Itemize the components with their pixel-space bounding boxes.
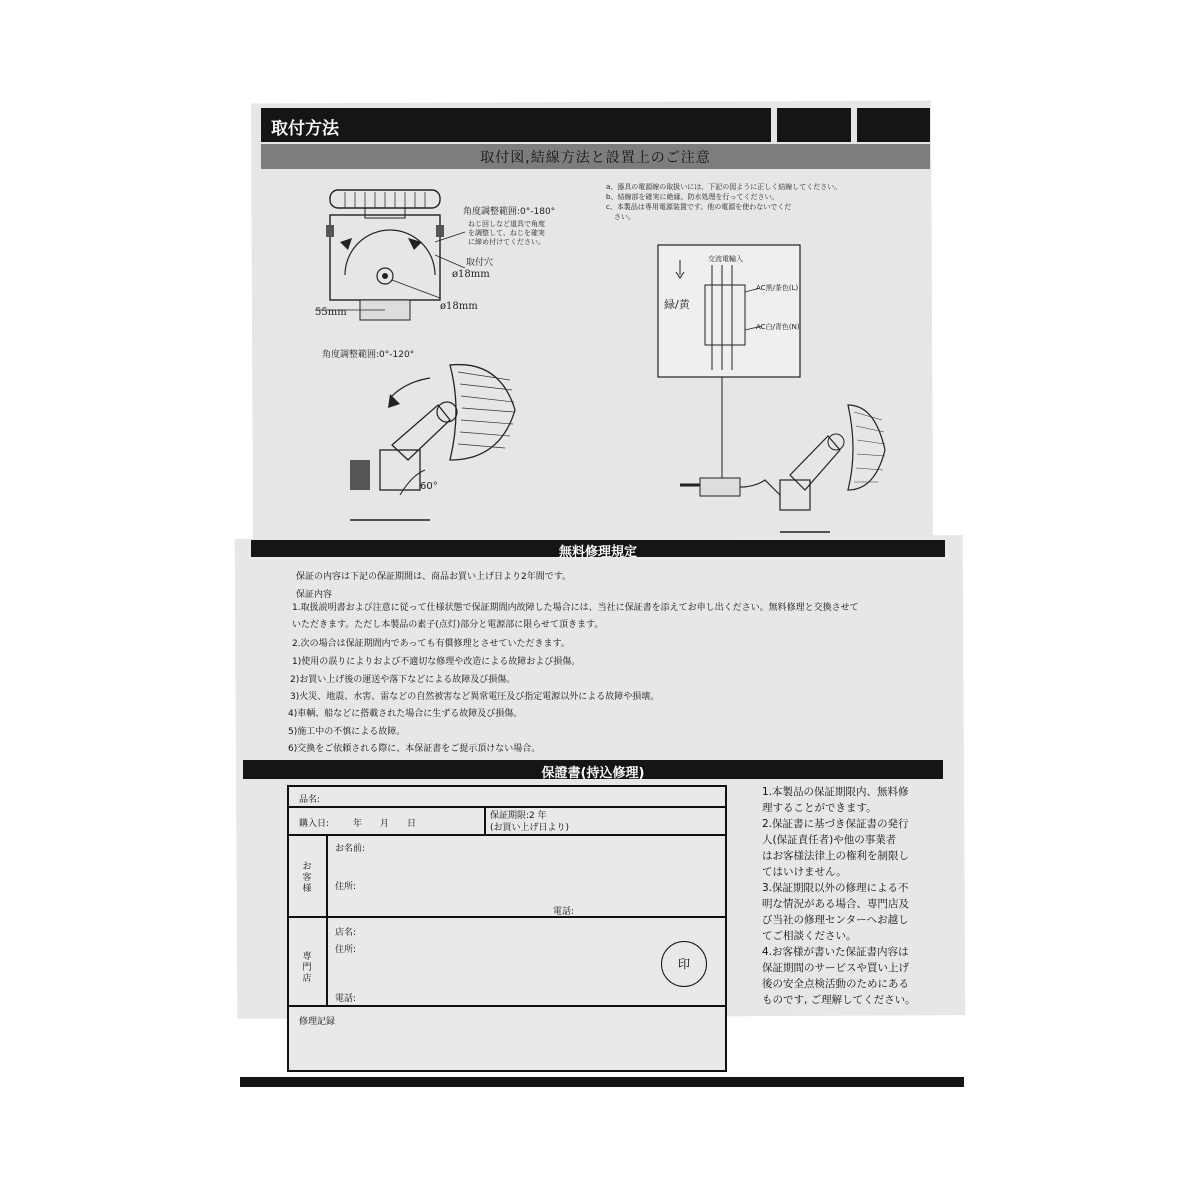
diameter-label-1: ø18mm <box>452 269 490 280</box>
seal-stamp <box>661 941 707 987</box>
repair-record-label: 修理記録 <box>299 1017 336 1027</box>
side-note-10: 4.お客様が書いた保証書内容は <box>762 946 909 958</box>
side-note-9: てご相談ください。 <box>762 930 857 942</box>
install-title-bar <box>261 108 930 142</box>
store-address-label: 住所: <box>335 945 357 955</box>
rule-line-0: 保証の内容は下記の保証期間は、商品お買い上げ日より2年間です。 <box>296 572 572 582</box>
product-name-label: 品名: <box>299 795 321 805</box>
footer-bar <box>240 1077 964 1087</box>
side-note-1: 理することができます。 <box>762 802 877 814</box>
month-label: 月 <box>380 819 390 829</box>
warranty-period: 保証期限:2 年 <box>490 811 547 821</box>
form-rule <box>289 1005 725 1007</box>
ac-black-label: AC黒/茶色(L) <box>756 284 799 292</box>
warranty-form <box>287 785 727 1072</box>
form-rule <box>289 916 725 918</box>
green-yellow-label: 緑/黄 <box>664 298 690 311</box>
form-rule <box>326 834 328 1005</box>
seal-text: 印 <box>677 957 690 971</box>
angle-note-2: を調整して、ねじを確実 <box>468 229 545 237</box>
install-subtitle-bar <box>261 144 930 169</box>
side-note-8: び当社の修理センターへお越し <box>762 914 909 926</box>
store-label-text: 専門店 <box>302 952 312 984</box>
install-title: 取付方法 <box>271 119 339 139</box>
certificate-title: 保證書(持込修理) <box>541 766 645 781</box>
rule-line-3: いただきます。ただし本製品の素子(点灯)部分と電源部に限らせて頂きます。 <box>292 620 604 630</box>
rule-line-8: 4)車輌、船などに搭載された場合に生ずる故障及び損傷。 <box>288 709 523 719</box>
rule-line-1: 保証内容 <box>296 590 333 600</box>
rule-line-5: 1)使用の誤りによりおよび不適切な修理や改造による故障および損傷。 <box>292 657 581 667</box>
warranty-rules-title: 無料修理規定 <box>558 545 637 560</box>
rule-line-2: 1.取扱説明書および注意に従って仕様状態で保証期間内故障した場合には、当社に保証書を添えてお申し出ください。無料修理と交換させて <box>292 603 859 613</box>
rule-line-4: 2.次の場合は保証期間内であっても有償修理とさせていただきます。 <box>292 639 570 649</box>
ac-white-label: AC白/青色(N) <box>756 323 800 331</box>
warranty-period-note: (お買い上げ日より) <box>490 823 570 833</box>
side-note-3: 人(保証責任者)や他の事業者 <box>762 834 897 846</box>
wiring-note-c: c、本製品は専用電源装置です。他の電源を使わないでくだ <box>606 203 792 211</box>
customer-phone-label: 電話: <box>553 907 575 917</box>
side-note-5: てはいけません。 <box>762 866 847 878</box>
angle-note-1: ねじ回しなど道具で角度 <box>468 220 545 228</box>
side-note-13: ものです, ご理解してください。 <box>762 994 916 1006</box>
install-subtitle: 取付図,結線方法と設置上のご注意 <box>480 150 711 166</box>
wiring-note-c2: さい。 <box>614 213 635 221</box>
side-note-4: はお客様法律上の権利を制限し <box>762 850 909 862</box>
rule-line-6: 2)お買い上げ後の運送や落下などによる故障及び損傷。 <box>290 675 516 685</box>
customer-address-label: 住所: <box>335 882 357 892</box>
rule-line-7: 3)火災、地震、水害、雷などの自然被害など異常電圧及び指定電源以外による故障や損壊。 <box>290 692 660 702</box>
side-note-11: 保証期間のサービスや買い上げ <box>762 962 909 974</box>
purchase-date-label: 購入日: <box>299 819 330 829</box>
title-bar-gap <box>851 108 857 142</box>
warranty-rules-bar <box>251 540 945 560</box>
wiring-note-a: a、器具の電源線の取扱いには、下記の図ように正しく結線してください。 <box>606 183 842 191</box>
angle-range-1: 角度調整範囲:0°-180° <box>463 207 556 217</box>
side-note-2: 2.保証書に基づき保証書の発行 <box>762 818 909 830</box>
store-label <box>301 952 313 985</box>
angle-60: 60° <box>420 481 438 492</box>
dimension-55mm: 55mm <box>315 307 347 318</box>
diameter-label-2: ø18mm <box>440 301 478 312</box>
certificate-bar <box>243 760 943 779</box>
day-label: 日 <box>407 819 417 829</box>
side-note-7: 明な情況がある場合、専門店及 <box>762 898 909 910</box>
year-label: 年 <box>353 819 363 829</box>
customer-label-text: お客様 <box>302 862 312 894</box>
store-phone-label: 電話: <box>335 994 357 1004</box>
ac-input-label: 交流電輸入 <box>708 255 743 263</box>
form-rule <box>484 806 486 834</box>
side-note-0: 1.本製品の保証期限内、無料修 <box>762 786 909 798</box>
form-rule <box>289 834 725 836</box>
title-bar-gap <box>771 108 777 142</box>
rule-line-10: 6)交換をご依頼される際に、本保証書をご提示頂けない場合。 <box>288 744 541 754</box>
customer-name-label: お名前: <box>335 844 366 854</box>
side-note-6: 3.保証期限以外の修理による不 <box>762 882 909 894</box>
store-name-label: 店名: <box>335 928 357 938</box>
customer-label <box>301 862 313 895</box>
side-note-12: 後の安全点検活動のためにある <box>762 978 909 990</box>
angle-range-2: 角度調整範囲:0°-120° <box>322 350 415 360</box>
angle-note-3: に締め付けてください。 <box>468 238 545 246</box>
mount-hole-label: 取付穴 <box>466 258 494 268</box>
wiring-note-b: b、結線部を確実に絶縁、防水処理を行ってください。 <box>606 193 779 201</box>
rule-line-9: 5)施工中の不慎による故障。 <box>288 727 406 737</box>
